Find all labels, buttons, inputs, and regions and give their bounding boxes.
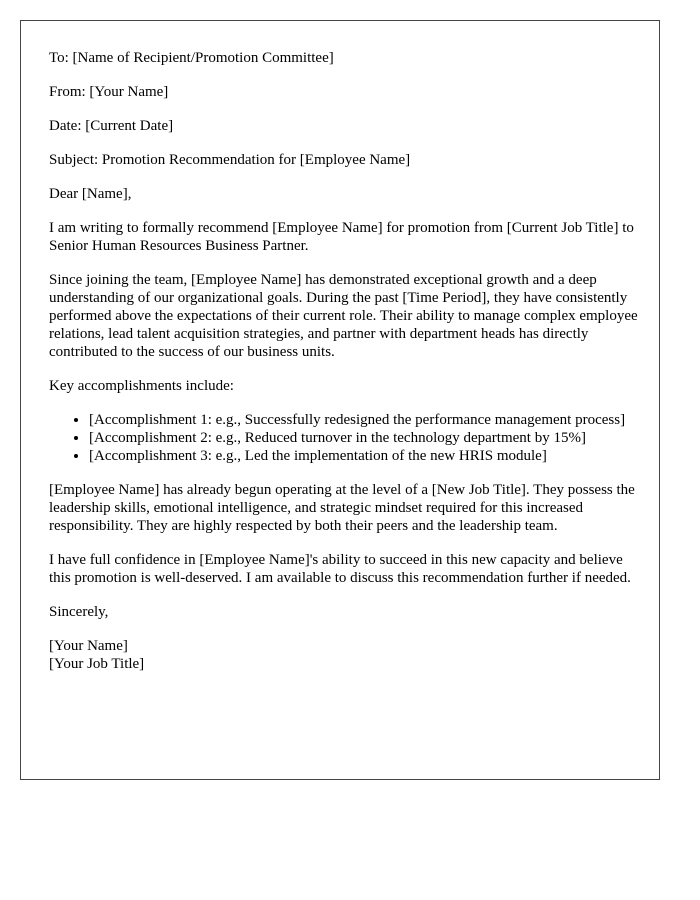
signature-title: [Your Job Title]: [49, 656, 145, 672]
readiness-paragraph: [Employee Name] has already begun operating at the level of a [New Job Title]. They possess the leadership skills, emotional intelligence, and strategic mindset required for this increased responsibility. They are highly respected by both their peers and the leadership team.: [49, 482, 635, 534]
intro-paragraph: I am writing to formally recommend [Employee Name] for promotion from [Current Job Title] to Senior Human Resources Business Partner.: [49, 220, 634, 254]
subject-line: Subject: Promotion Recommendation for [Employee Name]: [49, 152, 411, 168]
list-item: • [Accomplishment 3: e.g., Led the implementation of the new HRIS module]: [89, 447, 649, 465]
signature-name: [Your Name]: [49, 638, 128, 654]
list-item: • [Accomplishment 2: e.g., Reduced turnover in the technology department by 15%]: [89, 429, 649, 447]
date-line: Date: [Current Date]: [49, 118, 174, 134]
growth-paragraph: Since joining the team, [Employee Name] has demonstrated exceptional growth and a deep understanding of our organizational goals. During the past [Time Period], they have consistently performed above the expectations of their current role. Their ability to manage complex employee relations, lead talent acquisition strategies, and partner with department heads has directly contributed to the success of our business units.: [49, 272, 638, 360]
signature-block: [49, 637, 631, 673]
closing: Sincerely,: [49, 604, 109, 620]
list-item: • [Accomplishment 1: e.g., Successfully redesigned the performance management process]: [89, 411, 649, 429]
confidence-paragraph: I have full confidence in [Employee Name]'s ability to succeed in this new capacity and believe this promotion is well-deserved. I am available to discuss this recommendation further if needed.: [49, 552, 631, 586]
letter-document: [20, 20, 660, 780]
from-line: From: [Your Name]: [49, 84, 169, 100]
greeting: Dear [Name],: [49, 186, 132, 202]
accomplishments-list: [49, 411, 649, 465]
accomplishments-heading: Key accomplishments include:: [49, 378, 234, 394]
to-line: To: [Name of Recipient/Promotion Committee]: [49, 50, 334, 66]
